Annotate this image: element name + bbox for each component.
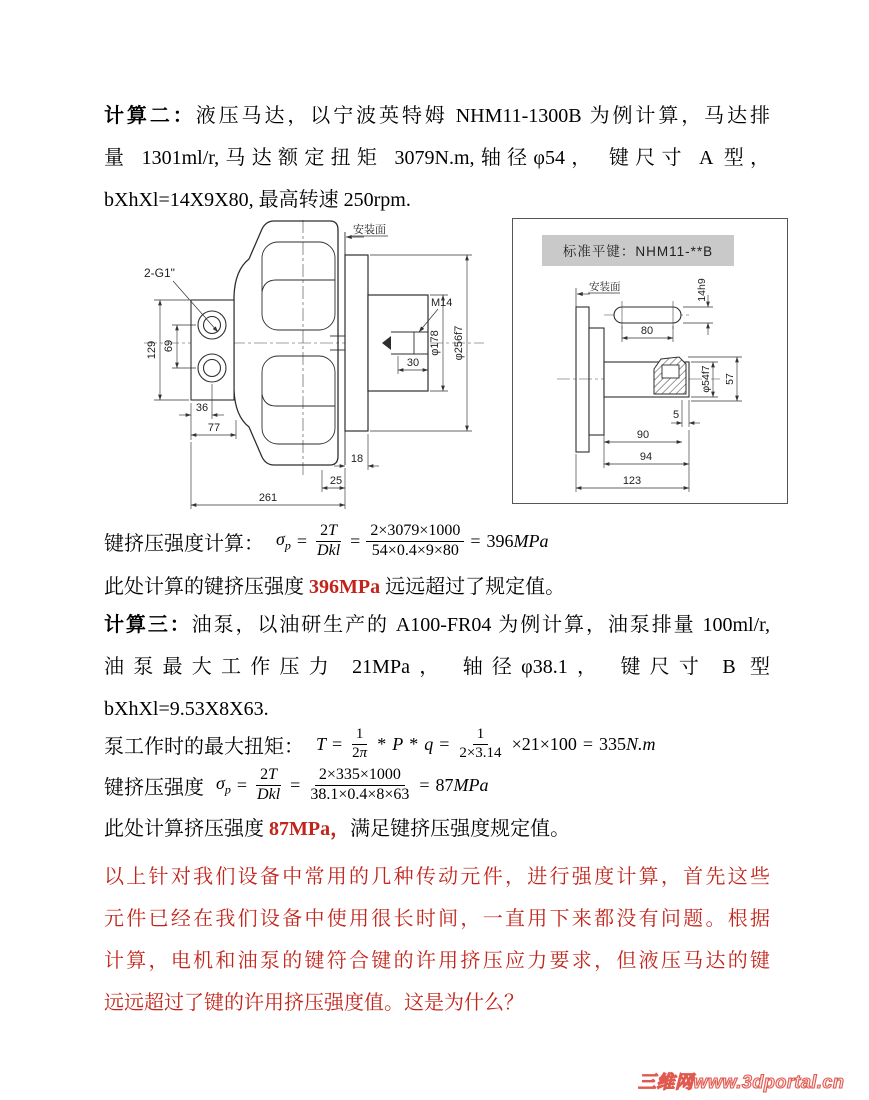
calc3-line1: 油泵，以油研生产的 A100-FR04 为例计算，油泵排量 100ml/r, xyxy=(191,614,770,636)
conclusion-line1: 以上针对我们设备中常用的几种传动元件，进行强度计算，首先这些 xyxy=(104,866,770,888)
dim-dia54f7: φ54f7 xyxy=(700,365,712,393)
conclusion-line3: 计算，电机和油泵的键符合键的许用挤压应力要求，但液压马达的键 xyxy=(104,950,770,972)
result-pump-suffix: 满足键挤压强度规定值。 xyxy=(350,818,571,840)
dim-5: 5 xyxy=(672,409,680,421)
dim-dia178: φ178 xyxy=(429,330,441,356)
thread-label: M14 xyxy=(431,297,453,309)
calc2-heading: 计算二： xyxy=(104,105,196,127)
dim-30: 30 xyxy=(406,357,420,369)
motor-body-inner xyxy=(262,232,345,465)
formula-motor-math: $\sigma_p$ = $\frac{2T}{\text{Dkl}}$ = $\frac{2\times 3079\times 1000}{54\times 0.4\times 9\times 80}$ = 396MPa xyxy=(276,522,549,559)
formula-pump-math: $\sigma_p$ = $\frac{2T}{\text{Dkl}}$ = $\frac{2\times 335\times 1000}{38.1\times 0.4\times 8\times 63}$ = 87MPa xyxy=(216,766,489,803)
conclusion-line2: 元件已经在我们设备中使用很长时间，一直用下来都没有问题。根据 xyxy=(104,908,770,930)
dim-dia256f7: φ256f7 xyxy=(453,325,465,361)
dim-36: 36 xyxy=(195,402,209,414)
result-motor-stress xyxy=(104,570,565,604)
result-motor-prefix: 此处计算的键挤压强度 xyxy=(104,576,309,598)
formula-key-stress-pump xyxy=(104,762,489,808)
calc2-line2: 量 1301ml/r,马达额定扭矩 3079N.m,轴径φ54， 键尺寸 A 型， xyxy=(104,147,770,169)
calc3-line3: bXhXl=9.53X8X63. xyxy=(104,698,269,720)
formula-torque-label: 泵工作时的最大扭矩： xyxy=(104,735,304,758)
watermark: 三维网www.3dportal.cn xyxy=(638,1072,845,1092)
dim-14h9: 14h9 xyxy=(696,278,708,302)
paragraph-calc3 xyxy=(104,604,770,730)
dim-57: 57 xyxy=(724,373,736,385)
formula-torque-math: T = $\frac{1}{2\pi}$ * P * q = $\frac{1}{2\times 3.14}$ ×21×100 = 335N.m xyxy=(316,726,656,761)
dim-94: 94 xyxy=(639,451,653,463)
dim-80: 80 xyxy=(640,325,654,337)
port-block xyxy=(191,300,234,400)
dim-129: 129 xyxy=(146,340,158,360)
mount-face-label-right: 安装面 xyxy=(589,281,621,293)
flange-plate xyxy=(576,307,604,452)
formula-pump-label: 键挤压强度 xyxy=(104,776,204,799)
paragraph-conclusion xyxy=(104,856,770,1024)
dim-69: 69 xyxy=(163,339,175,353)
dim-18: 18 xyxy=(350,453,364,465)
formula-pump-torque xyxy=(104,724,656,764)
figure-title: 标准平键：NHM11-**B xyxy=(562,244,714,259)
calc2-line1: 液压马达，以宁波英特姆 NHM11-1300B 为例计算，马达排 xyxy=(195,105,771,127)
highlight-396mpa: 396MPa xyxy=(309,576,381,598)
dim-90: 90 xyxy=(636,429,650,441)
result-pump-stress xyxy=(104,812,570,846)
figure-motor-drawing xyxy=(116,220,500,512)
conclusion-line4: 远远超过了键的许用挤压强度值。这是为什么？ xyxy=(104,992,524,1014)
dim-25: 25 xyxy=(329,475,343,487)
calc3-line2: 油泵最大工作压力 21MPa， 轴径φ38.1， 键尺寸 B 型 xyxy=(104,656,770,678)
formula-motor-label: 键挤压强度计算： xyxy=(104,532,264,555)
result-pump-prefix: 此处计算挤压强度 xyxy=(104,818,269,840)
dim-123: 123 xyxy=(622,475,642,487)
formula-key-stress-motor xyxy=(104,516,549,566)
result-motor-suffix: 远远超过了规定值。 xyxy=(380,576,566,598)
dim-77: 77 xyxy=(207,422,221,434)
highlight-87mpa: 87MPa， xyxy=(269,818,351,840)
calc2-line3: bXhXl=14X9X80, 最高转速 250rpm. xyxy=(104,189,411,211)
paragraph-calc2 xyxy=(104,95,770,221)
mount-face-label-left: 安装面 xyxy=(353,224,386,236)
ports-label: 2-G1" xyxy=(144,266,175,280)
dim-261: 261 xyxy=(258,492,278,504)
figure-key-drawing xyxy=(512,218,789,505)
calc3-heading: 计算三： xyxy=(104,614,192,636)
